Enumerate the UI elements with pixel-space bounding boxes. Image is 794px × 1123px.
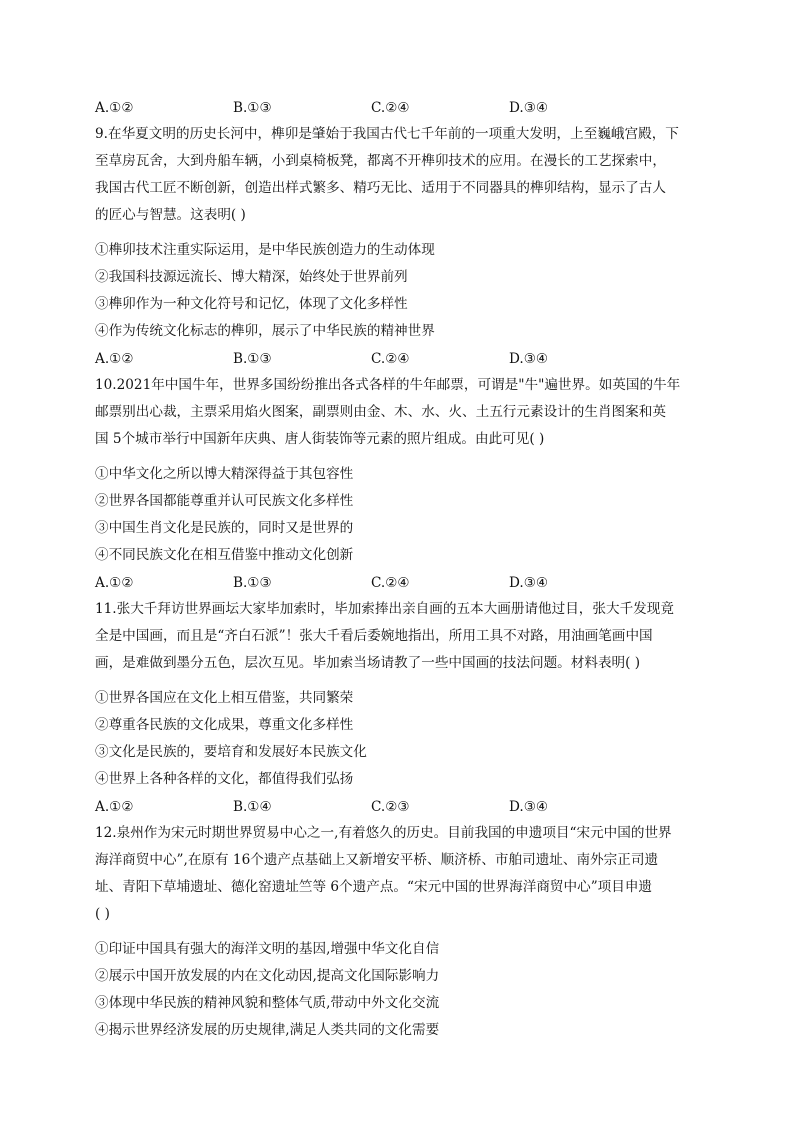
choice-a: A.①② — [95, 798, 134, 815]
choice-b: B.①④ — [233, 798, 272, 815]
option-1: ①中华文化之所以博大精深得益于其包容性 — [95, 466, 354, 482]
option-4: ④世界上各种各样的文化，都值得我们弘扬 — [95, 771, 354, 787]
choice-c: C.②④ — [371, 574, 410, 591]
option-2: ②尊重各民族的文化成果，尊重文化多样性 — [95, 717, 354, 733]
question-12 — [95, 820, 705, 1044]
choice-row — [95, 345, 705, 372]
option-3: ③榫卯作为一种文化符号和记忆，体现了文化多样性 — [95, 296, 408, 312]
choice-row — [95, 94, 705, 121]
option-1: ①榫卯技术注重实际运用，是中华民族创造力的生动体现 — [95, 242, 435, 258]
stem-line: 址、青阳下草埔遗址、德化窑遗址竺等 6个遗产点。“宋元中国的世界海洋商贸中心”项目申遗 — [95, 879, 653, 895]
stem-line: 11.张大千拜访世界画坛大家毕加索时，毕加索捧出亲自画的五本大画册请他过目，张大千发现竟 — [95, 601, 674, 617]
stem-line: 12.泉州作为宋元时期世界贸易中心之一,有着悠久的历史。目前我国的申遗项目“宋元中国的世界 — [95, 825, 672, 841]
option-4: ④作为传统文化标志的榫卯，展示了中华民族的精神世界 — [95, 323, 435, 339]
stem-line: 我国古代工匠不断创新，创造出样式繁多、精巧无比、适用于不同器具的榫卯结构，显示了古人 — [95, 180, 666, 196]
option-2: ②展示中国开放发展的内在文化动因,提高文化国际影响力 — [95, 968, 440, 984]
choice-b: B.①③ — [233, 99, 272, 116]
stem-line: 画，是难做到墨分五色，层次互见。毕加索当场请教了一些中国画的技法问题。材料表明( ) — [95, 655, 641, 671]
choice-a: A.①② — [95, 574, 134, 591]
choice-c: C.②④ — [371, 99, 410, 116]
stem-line: 海洋商贸中心”,在原有 16个遗产点基础上又新增安平桥、顺济桥、市舶司遗址、南外宗正司遗 — [95, 852, 659, 868]
option-3: ③中国生肖文化是民族的，同时又是世界的 — [95, 520, 354, 536]
option-4: ④揭示世界经济发展的历史规律,满足人类共同的文化需要 — [95, 1022, 440, 1038]
choice-d: D.③④ — [509, 798, 549, 815]
choice-c: C.②④ — [371, 350, 410, 367]
question-stem — [95, 121, 705, 229]
choice-b: B.①③ — [233, 350, 272, 367]
stem-line: 邮票别出心裁，主票采用焰火图案，副票则由金、木、水、火、土五行元素设计的生肖图案和英 — [95, 404, 666, 420]
stem-line: 9.在华夏文明的历史长河中，榫卯是肇始于我国古代七千年前的一项重大发明，上至巍峨宫殿，下 — [95, 126, 679, 142]
option-1: ①印证中国具有强大的海洋文明的基因,增强中华文化自信 — [95, 941, 440, 957]
question-9 — [95, 121, 705, 372]
question-stem — [95, 596, 705, 677]
exam-page — [95, 94, 705, 1044]
question-10 — [95, 372, 705, 596]
stem-line: 国 5个城市举行中国新年庆典、唐人街装饰等元素的照片组成。由此可见( ) — [95, 431, 545, 447]
question-stem — [95, 372, 705, 453]
option-4: ④不同民族文化在相互借鉴中推动文化创新 — [95, 547, 354, 563]
stem-line: 全是中国画，而且是“齐白石派”！张大千看后委婉地指出，所用工具不对路，用油画笔画中国 — [95, 628, 653, 644]
option-1: ①世界各国应在文化上相互借鉴，共同繁荣 — [95, 690, 354, 706]
choice-a: A.①② — [95, 350, 134, 367]
option-2: ②世界各国都能尊重并认可民族文化多样性 — [95, 493, 354, 509]
choice-b: B.①③ — [233, 574, 272, 591]
stem-line: 至草房瓦舍，大到舟船车辆，小到桌椅板凳，都离不开榫卯技术的应用。在漫长的工艺探索中， — [95, 153, 666, 169]
choice-a: A.①② — [95, 99, 134, 116]
choice-d: D.③④ — [509, 574, 549, 591]
option-2: ②我国科技源远流长、博大精深，始终处于世界前列 — [95, 269, 408, 285]
choice-row — [95, 793, 705, 820]
option-3: ③体现中华民族的精神风貌和整体气质,带动中外文化交流 — [95, 995, 440, 1011]
choice-c: C.②③ — [371, 798, 410, 815]
question-11 — [95, 596, 705, 820]
option-3: ③文化是民族的，要培育和发展好本民族文化 — [95, 744, 367, 760]
question-stem — [95, 820, 705, 928]
choice-d: D.③④ — [509, 99, 549, 116]
stem-line: 10.2021年中国牛年，世界多国纷纷推出各式各样的牛年邮票，可谓是"牛"遍世界。如英国的牛年 — [95, 377, 681, 393]
stem-line: 的匠心与智慧。这表明( ) — [95, 207, 246, 223]
stem-line: ( ) — [95, 906, 110, 922]
choice-row — [95, 569, 705, 596]
choice-d: D.③④ — [509, 350, 549, 367]
